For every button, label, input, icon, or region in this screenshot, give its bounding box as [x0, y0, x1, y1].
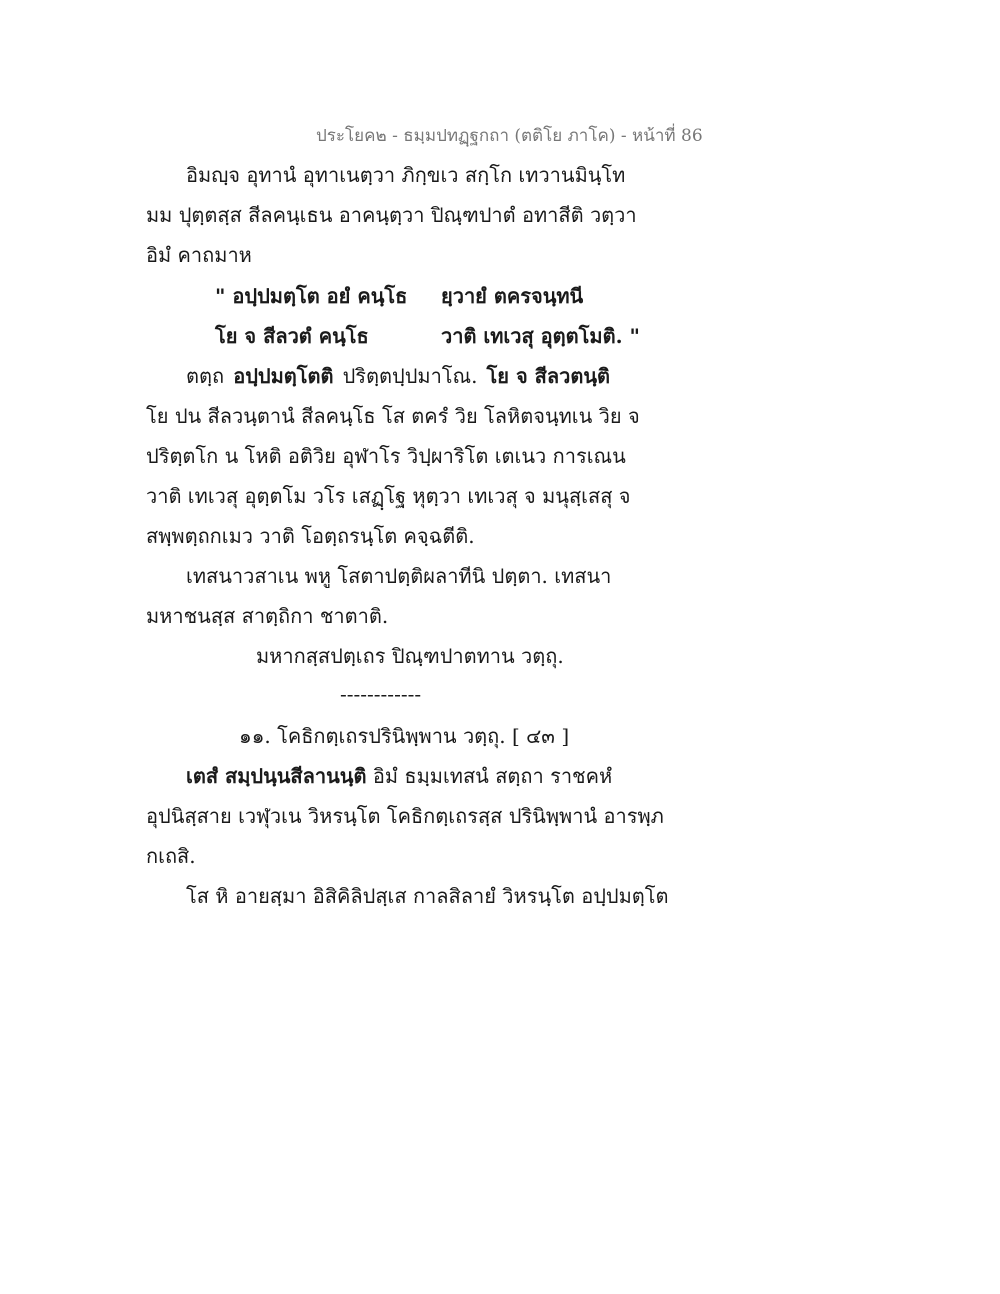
verse-line-1b: ยฺวายํ ตครจนฺทนี	[441, 284, 584, 308]
paragraph-line	[186, 762, 632, 790]
paragraph-line	[186, 362, 610, 390]
verse-line-2a: โย จ สีลวตํ คนฺโธ	[215, 324, 369, 348]
text-run: อิมํ ธมฺมเทสนํ สตฺถา ราชคหํ	[372, 764, 613, 788]
bold-term: อปฺปมตฺโตติ	[233, 364, 334, 388]
bold-term: เตสํ สมฺปนฺนสีลานนฺติ	[186, 764, 367, 788]
text-run: ตตฺถ	[186, 364, 225, 388]
paragraph-line: อิมํ คาถมาห	[146, 243, 252, 267]
text-run: ปริตฺตปฺปมาโณ.	[342, 364, 478, 388]
paragraph-line: กเถสิ.	[146, 844, 196, 868]
paragraph-line: ปริตฺตโก น โหติ อติวิย อุฬาโร วิปฺผาริโต เตเนว การเณน	[146, 444, 626, 468]
verse-line-2b: วาติ เทเวสุ อุตฺตโมติ. "	[441, 324, 640, 348]
section-title: ๑๑. โคธิกตฺเถรปรินิพฺพาน วตฺถุ. [ ๔๓ ]	[239, 724, 570, 748]
paragraph-line: อุปนิสฺสาย เวฬุวเน วิหรนฺโต โคธิกตฺเถรสฺส ปรินิพฺพานํ อารพฺภ	[146, 804, 664, 828]
paragraph-line: สพฺพตฺถกเมว วาติ โอตฺถรนฺโต คจฺฉตีติ.	[146, 524, 475, 548]
paragraph-line: อิมญฺจ อุทานํ อุทาเนตฺวา ภิกฺขเว สกฺโก เทวานมินฺโท	[186, 163, 626, 187]
paragraph-line: วาติ เทเวสุ อุตฺตโม วโร เสฏฺโฐ หุตฺวา เทเวสุ จ มนุสฺเสสุ จ	[146, 484, 631, 508]
paragraph-line: โส หิ อายสฺมา อิสิคิลิปสฺเส กาลสิลายํ วิหรนฺโต อปฺปมตฺโต	[186, 884, 669, 908]
section-separator: ------------	[340, 682, 422, 706]
paragraph-line: มม ปุตฺตสฺส สีลคนฺเธน อาคนฺตฺวา ปิณฺฑปาตํ อทาสีติ วตฺวา	[146, 203, 637, 227]
paragraph-line: มหาชนสฺส สาตฺถิกา ชาตาติ.	[146, 604, 389, 628]
paragraph-line: โย ปน สีลวนฺตานํ สีลคนฺโธ โส ตครํ วิย โลหิตจนฺทเน วิย จ	[146, 404, 640, 428]
bold-term: โย จ สีลวตนฺติ	[486, 364, 610, 388]
verse-line-1a: " อปฺปมตฺโต อยํ คนฺโธ	[215, 284, 408, 308]
page-header: ประโยค๒ - ธมฺมปทฏฺฐกถา (ตติโย ภาโค) - หน้าที่ 86	[316, 126, 703, 146]
paragraph-line: เทสนาวสาเน พหู โสตาปตฺติผลาทีนิ ปตฺตา. เทสนา	[186, 564, 612, 588]
colophon: มหากสฺสปตฺเถร ปิณฺฑปาตทาน วตฺถุ.	[256, 644, 564, 668]
